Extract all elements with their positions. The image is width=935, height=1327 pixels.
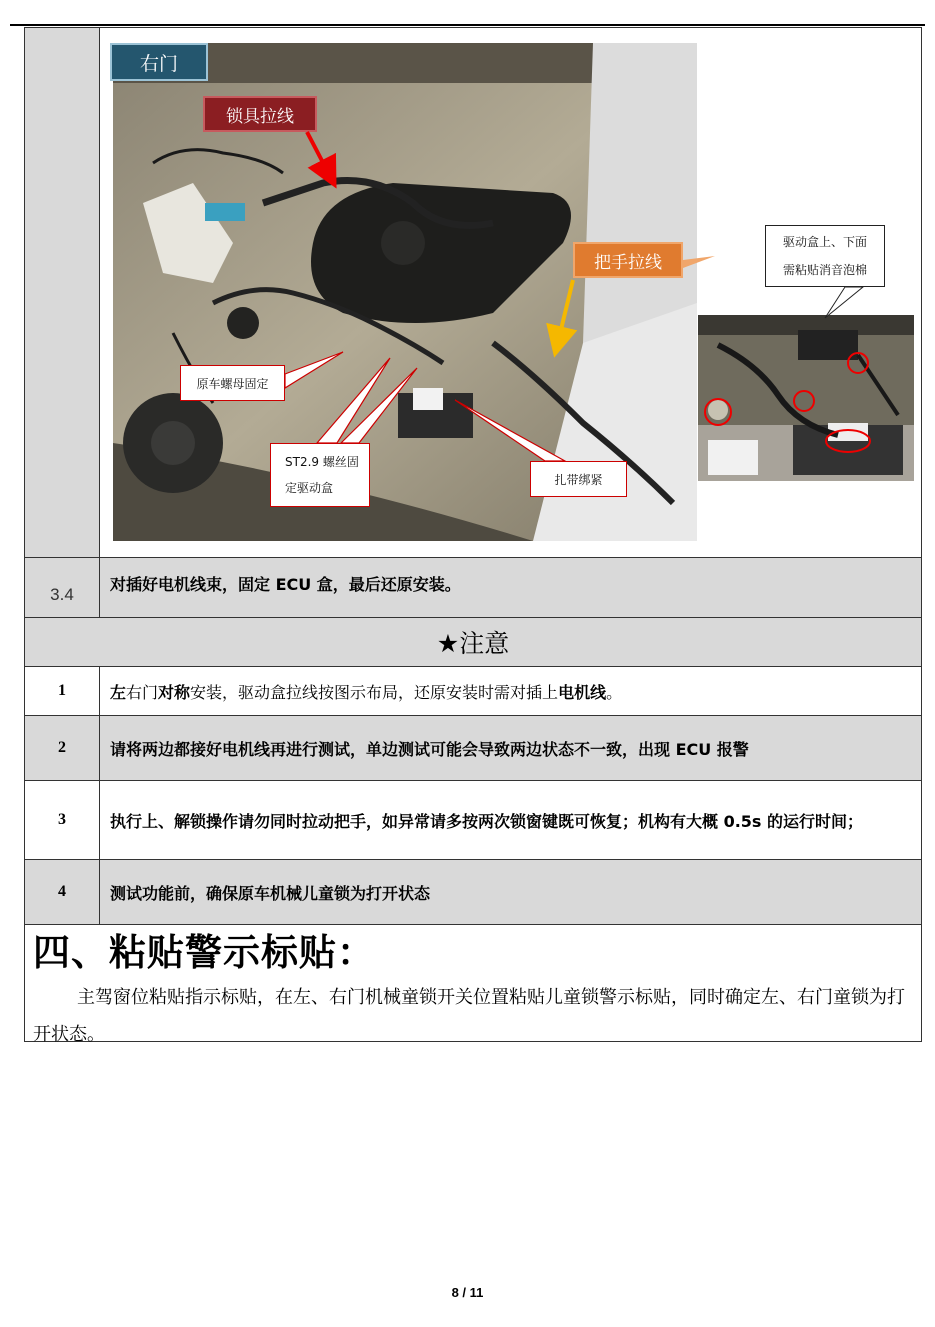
handle-cable-callout: 把手拉线 bbox=[573, 242, 683, 278]
notice-item-1-part-d: 安装，驱动盒拉线按图示布局，还原安装时需对插上 bbox=[190, 682, 559, 702]
notice-item-1 bbox=[24, 666, 922, 716]
photo-title-label: 右门 bbox=[110, 43, 208, 81]
section-four-text: 主驾窗位粘贴指示标贴，在左、右门机械童锁开关位置粘贴儿童锁警示标贴，同时确定左、右门童锁为打开状态。 bbox=[33, 987, 905, 1045]
photo-row-number-cell bbox=[25, 28, 100, 557]
nut-fix-callout: 原车螺母固定 bbox=[180, 365, 285, 401]
notice-item-3-number: 3 bbox=[25, 781, 100, 859]
notice-item-3-text: 执行上、解锁操作请勿同时拉动把手，如异常请多按两次锁窗键既可恢复；机构有大概 0.5s 的运行时间； bbox=[110, 812, 864, 831]
header-rule bbox=[10, 24, 925, 26]
section-four bbox=[24, 924, 922, 1045]
step-text: 对插好电机线束，固定 ECU 盒，最后还原安装。 bbox=[110, 575, 461, 594]
notice-item-2-text: 请将两边都接好电机线再进行测试，单边测试可能会导致两边状态不一致，出现 ECU 报警 bbox=[110, 739, 749, 759]
foam-note-line1: 驱动盒上、下面 bbox=[782, 235, 867, 249]
step-row-3-4 bbox=[24, 557, 922, 618]
screw-fix-callout-line1: ST2.9 螺丝固 bbox=[285, 455, 359, 469]
foam-note-pointer bbox=[825, 287, 863, 318]
foam-note-line2: 需粘贴消音泡棉 bbox=[782, 263, 867, 277]
notice-item-1-part-b: 右门 bbox=[126, 682, 159, 702]
notice-item-2 bbox=[24, 715, 922, 781]
step-number: 3.4 bbox=[25, 558, 100, 617]
cable-tie-callout: 扎带绑紧 bbox=[530, 461, 627, 497]
notice-item-1-part-a: 左 bbox=[110, 682, 127, 702]
lock-cable-callout: 锁具拉线 bbox=[203, 96, 317, 132]
page-number: 8 / 11 bbox=[451, 1285, 484, 1300]
notice-item-3 bbox=[24, 780, 922, 860]
notice-item-4 bbox=[24, 859, 922, 925]
notice-item-1-part-e: 电机线 bbox=[558, 682, 607, 702]
notice-item-1-part-c: 对称 bbox=[158, 682, 191, 702]
driver-box-closeup-photo bbox=[698, 315, 914, 481]
photo-row bbox=[24, 27, 922, 558]
foam-note-callout bbox=[765, 225, 885, 287]
section-four-title: 四、粘贴警示标贴： bbox=[33, 931, 375, 974]
notice-item-2-number: 2 bbox=[25, 716, 100, 780]
notice-item-1-text bbox=[100, 667, 921, 715]
screw-fix-callout-line2: 定驱动盒 bbox=[285, 481, 334, 495]
notice-heading: ★注意 bbox=[24, 617, 922, 667]
notice-item-4-number: 4 bbox=[25, 860, 100, 924]
notice-item-4-text: 测试功能前，确保原车机械儿童锁为打开状态 bbox=[110, 883, 431, 903]
notice-item-1-number: 1 bbox=[25, 667, 100, 715]
screw-fix-callout bbox=[270, 443, 370, 507]
notice-item-1-part-f: 。 bbox=[606, 682, 623, 702]
driver-box-illustration bbox=[698, 315, 914, 481]
